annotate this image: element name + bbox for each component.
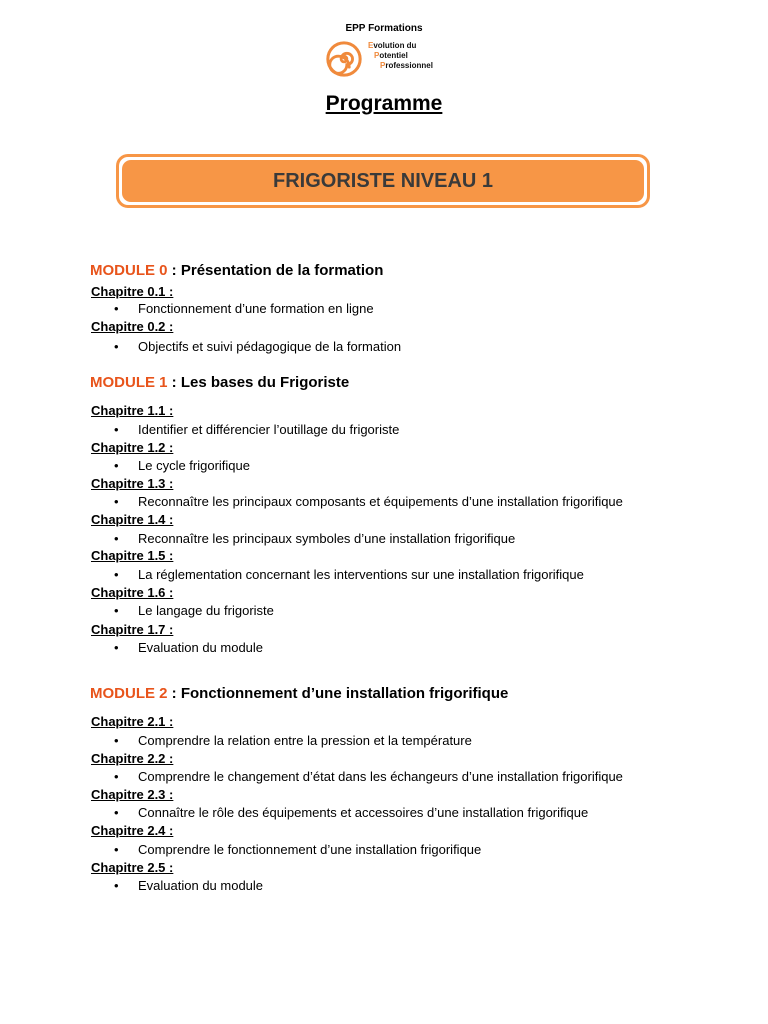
module-title: : Présentation de la formation	[167, 262, 384, 279]
module-label: MODULE 0	[90, 262, 168, 279]
module-label: MODULE 2	[90, 685, 168, 702]
list-item: La réglementation concernant les interventions sur une installation frigorifique	[138, 567, 584, 582]
list-item: Fonctionnement d’une formation en ligne	[138, 301, 374, 316]
list-item: Reconnaître les principaux composants et équipements d’une installation frigorifique	[138, 494, 623, 509]
bullet-icon: •	[114, 531, 119, 546]
chapter-heading: Chapitre 1.7 :	[91, 622, 174, 637]
chapter-heading: Chapitre 2.3 :	[91, 787, 174, 802]
bullet-icon: •	[114, 842, 119, 857]
chapter-heading: Chapitre 1.3 :	[91, 476, 174, 491]
list-item: Identifier et différencier l’outillage du frigoriste	[138, 422, 400, 437]
list-item: Comprendre la relation entre la pression et la température	[138, 733, 472, 748]
chapter-heading: Chapitre 0.2 :	[91, 319, 174, 334]
module-title: : Les bases du Frigoriste	[167, 374, 350, 391]
list-item: Le langage du frigoriste	[138, 603, 274, 618]
chapter-heading: Chapitre 0.1 :	[91, 284, 174, 299]
list-item: Le cycle frigorifique	[138, 458, 250, 473]
module-heading	[90, 685, 508, 702]
bullet-icon: •	[114, 458, 119, 473]
bullet-icon: •	[114, 494, 119, 509]
module-label: MODULE 1	[90, 374, 168, 391]
bullet-icon: •	[114, 733, 119, 748]
module-heading	[90, 374, 349, 391]
bullet-icon: •	[114, 769, 119, 784]
bullet-icon: •	[114, 339, 119, 354]
chapter-heading: Chapitre 1.1 :	[91, 403, 174, 418]
chapter-heading: Chapitre 1.6 :	[91, 585, 174, 600]
document-header	[0, 20, 768, 80]
banner-fill	[122, 160, 644, 202]
chapter-heading: Chapitre 1.5 :	[91, 548, 174, 563]
tagline-line: Potentiel	[374, 51, 408, 60]
tagline-line: Evolution du	[368, 41, 417, 50]
course-title: FRIGORISTE NIVEAU 1	[272, 169, 494, 192]
page-title: Programme	[325, 92, 443, 115]
chapter-heading: Chapitre 1.2 :	[91, 440, 174, 455]
bullet-icon: •	[114, 878, 119, 893]
bullet-icon: •	[114, 805, 119, 820]
bullet-icon: •	[114, 603, 119, 618]
tagline-line: Professionnel	[380, 61, 433, 70]
chapter-heading: Chapitre 2.4 :	[91, 823, 174, 838]
bullet-icon: •	[114, 567, 119, 582]
list-item: Evaluation du module	[138, 878, 264, 893]
bullet-icon: •	[114, 301, 119, 316]
spiral-logo-icon	[325, 40, 363, 78]
chapter-heading: Chapitre 2.1 :	[91, 714, 174, 729]
course-title-banner	[116, 154, 650, 208]
bullet-icon: •	[114, 640, 119, 655]
org-name: EPP Formations	[345, 23, 423, 34]
list-item: Comprendre le fonctionnement d’une installation frigorifique	[138, 842, 482, 857]
list-item: Evaluation du module	[138, 640, 264, 655]
bullet-icon: •	[114, 422, 119, 437]
list-item: Comprendre le changement d’état dans les échangeurs d’une installation frigorifique	[138, 769, 623, 784]
chapter-heading: Chapitre 1.4 :	[91, 512, 174, 527]
tagline	[368, 41, 433, 71]
list-item: Objectifs et suivi pédagogique de la formation	[138, 339, 402, 354]
module-title: : Fonctionnement d’une installation frigorifique	[167, 685, 509, 702]
list-item: Reconnaître les principaux symboles d’une installation frigorifique	[138, 531, 516, 546]
module-heading	[90, 262, 383, 279]
chapter-heading: Chapitre 2.5 :	[91, 860, 174, 875]
chapter-heading: Chapitre 2.2 :	[91, 751, 174, 766]
list-item: Connaître le rôle des équipements et accessoires d’une installation frigorifique	[138, 805, 589, 820]
